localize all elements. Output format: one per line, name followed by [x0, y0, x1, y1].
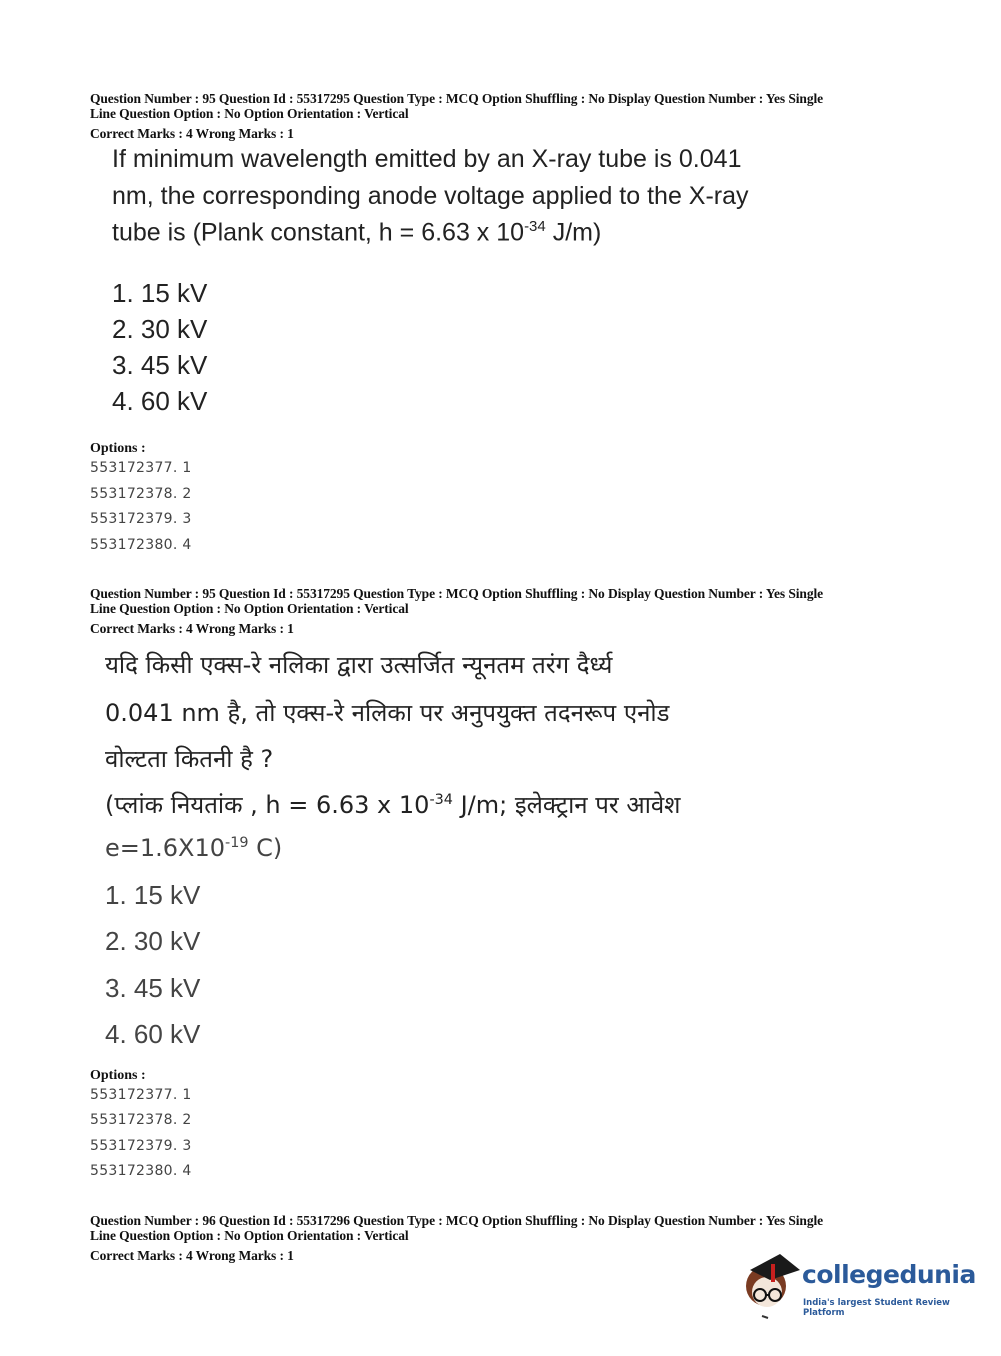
- question-text: J/m; इलेक्ट्रान पर आवेश: [452, 791, 681, 819]
- question-line: वोल्टता कितनी है ?: [105, 745, 274, 773]
- marks-info: Correct Marks : 4 Wrong Marks : 1: [90, 621, 294, 636]
- choice: 1. 15 kV: [112, 278, 208, 308]
- question-meta: Line Question Option : No Option Orientation : Vertical: [90, 601, 409, 616]
- question-line: यदि किसी एक्स-रे नलिका द्वारा उत्सर्जित न्यूनतम तरंग दैर्ध्य: [105, 651, 613, 679]
- question-line: [105, 834, 282, 862]
- question-text: J/m): [545, 218, 602, 247]
- exponent: -34: [524, 218, 546, 235]
- exponent: -19: [225, 835, 249, 851]
- options-label: Options :: [90, 1068, 146, 1083]
- question-text: C): [248, 834, 283, 862]
- question-meta: Question Number : 96 Question Id : 55317296 Question Type : MCQ Option Shuffling : No Display Question Number : Yes Single: [90, 1213, 824, 1228]
- marks-info: Correct Marks : 4 Wrong Marks : 1: [90, 126, 294, 141]
- question-line: [112, 218, 601, 247]
- question-text: (प्लांक नियतांक , h = 6.63 x 10: [105, 791, 430, 819]
- option-id: 553172377. 1: [90, 1087, 192, 1103]
- question-meta: Question Number : 95 Question Id : 55317295 Question Type : MCQ Option Shuffling : No Display Question Number : Yes Single: [90, 586, 824, 601]
- option-id: 553172378. 2: [90, 486, 192, 502]
- question-meta: Line Question Option : No Option Orientation : Vertical: [90, 106, 409, 121]
- choice: 4. 60 kV: [112, 386, 208, 416]
- choice: 1. 15 kV: [105, 880, 201, 910]
- mascot-icon: [740, 1250, 802, 1320]
- question-line: [105, 788, 681, 821]
- options-label: Options :: [90, 441, 146, 456]
- logo-brand: collegedunia: [802, 1260, 976, 1289]
- choice: 3. 45 kV: [112, 350, 208, 380]
- choice: 3. 45 kV: [105, 973, 201, 1003]
- choice: 2. 30 kV: [105, 926, 201, 956]
- logo-tagline: India's largest Student Review Platform: [803, 1298, 950, 1318]
- marks-info: Correct Marks : 4 Wrong Marks : 1: [90, 1248, 294, 1263]
- question-meta: Line Question Option : No Option Orientation : Vertical: [90, 1228, 409, 1243]
- option-id: 553172378. 2: [90, 1112, 192, 1128]
- option-id: 553172380. 4: [90, 1163, 192, 1179]
- choice: 4. 60 kV: [105, 1019, 201, 1049]
- collegedunia-logo: [740, 1250, 976, 1320]
- question-text: e=1.6X10: [105, 834, 226, 862]
- question-text: tube is (Plank constant, h = 6.63 x 10: [112, 218, 525, 247]
- question-line: 0.041 nm है, तो एक्स-रे नलिका पर अनुपयुक्त तदनरूप एनोड: [105, 699, 670, 727]
- option-id: 553172379. 3: [90, 1138, 192, 1154]
- option-id: 553172377. 1: [90, 460, 192, 476]
- choice: 2. 30 kV: [112, 314, 208, 344]
- question-meta: Question Number : 95 Question Id : 55317295 Question Type : MCQ Option Shuffling : No Display Question Number : Yes Single: [90, 91, 824, 106]
- question-line: If minimum wavelength emitted by an X-ray tube is 0.041: [112, 145, 742, 173]
- exponent: -34: [429, 792, 453, 808]
- option-id: 553172379. 3: [90, 511, 192, 527]
- option-id: 553172380. 4: [90, 537, 192, 553]
- question-line: nm, the corresponding anode voltage applied to the X-ray: [112, 182, 749, 210]
